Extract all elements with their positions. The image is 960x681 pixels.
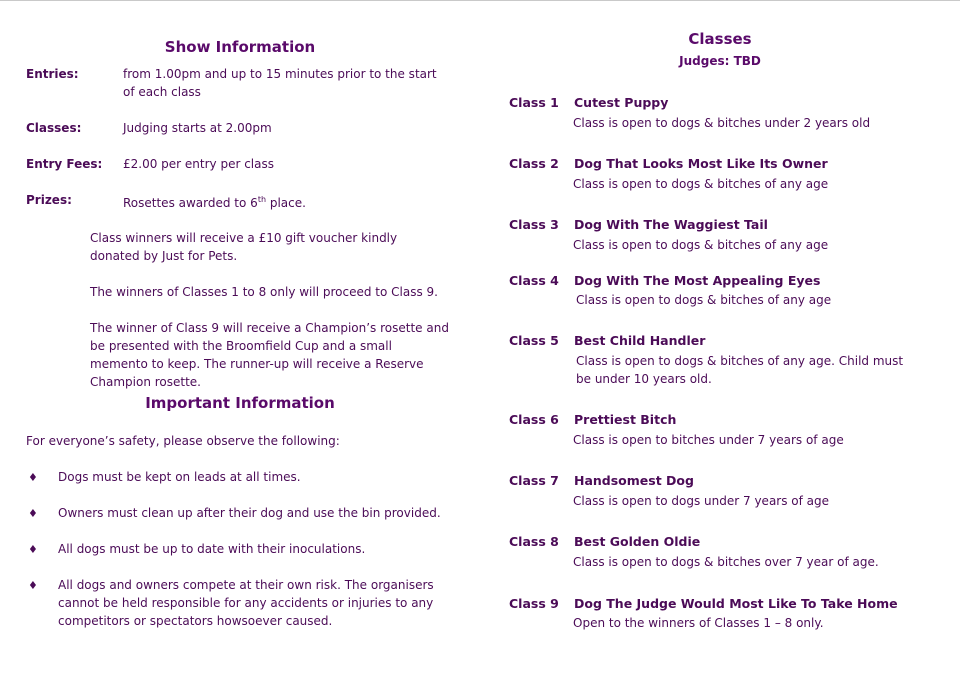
class-3-description: Class is open to dogs & bitches of any age (573, 238, 829, 252)
class9-proceed-paragraph: The winners of Classes 1 to 8 only will proceed to Class 9. (90, 285, 438, 299)
class-8-number: Class 8 (509, 534, 559, 549)
rule-inoculations: All dogs must be up to date with their inoculations. (58, 542, 366, 556)
class-5-number: Class 5 (509, 333, 559, 348)
important-information-heading: Important Information (145, 394, 335, 412)
prizes-value-superscript: th (257, 195, 267, 204)
classes-label: Classes: (26, 121, 82, 135)
right-column (480, 0, 960, 681)
class-5-title: Best Child Handler (574, 333, 706, 348)
prizes-value-suffix: place. (266, 196, 306, 210)
class-1-number: Class 1 (509, 95, 559, 110)
champion-paragraph: The winner of Class 9 will receive a Champion’s rosette and be presented with the Broomfield Cup and a small memento to keep. The runner-up will receive a Reserve Champion rosette. (90, 321, 449, 389)
class-7-title: Handsomest Dog (574, 473, 694, 488)
class-4-title: Dog With The Most Appealing Eyes (574, 273, 821, 288)
diamond-bullet-icon: ♦ (28, 579, 38, 592)
rule-leads: Dogs must be kept on leads at all times. (58, 470, 301, 484)
diamond-bullet-icon: ♦ (28, 543, 38, 556)
prizes-label: Prizes: (26, 193, 72, 207)
class-7-number: Class 7 (509, 473, 559, 488)
class-9-number: Class 9 (509, 596, 559, 611)
class-5-description: Class is open to dogs & bitches of any age. Child must be under 10 years old. (576, 354, 904, 386)
entries-value: from 1.00pm and up to 15 minutes prior to the start of each class (123, 67, 437, 99)
class-6-title: Prettiest Bitch (574, 412, 677, 427)
class-7-description: Class is open to dogs under 7 years of age (573, 494, 830, 508)
class-8-title: Best Golden Oldie (574, 534, 701, 549)
prizes-value-text: Rosettes awarded to 6 (123, 196, 258, 210)
show-information-heading: Show Information (164, 38, 316, 56)
classes-value: Judging starts at 2.00pm (123, 121, 272, 135)
diamond-bullet-icon: ♦ (28, 471, 38, 484)
class-4-number: Class 4 (509, 273, 559, 288)
entry-fees-value: £2.00 per entry per class (123, 157, 274, 171)
class-2-description: Class is open to dogs & bitches of any age (573, 177, 829, 191)
prizes-value (123, 191, 443, 212)
class-2-number: Class 2 (509, 156, 559, 171)
gift-voucher-paragraph: Class winners will receive a £10 gift voucher kindly donated by Just for Pets. (90, 231, 398, 263)
class-4-description: Class is open to dogs & bitches of any age (576, 293, 832, 307)
class-9-description: Open to the winners of Classes 1 – 8 only. (573, 616, 824, 630)
class-1-description: Class is open to dogs & bitches under 2 years old (573, 116, 871, 130)
class-2-title: Dog That Looks Most Like Its Owner (574, 156, 828, 171)
class-3-title: Dog With The Waggiest Tail (574, 217, 768, 232)
class-8-description: Class is open to dogs & bitches over 7 year of age. (573, 555, 879, 569)
entries-label: Entries: (26, 67, 79, 81)
classes-heading: Classes (688, 30, 752, 48)
safety-intro: For everyone’s safety, please observe the following: (26, 434, 340, 448)
class-6-number: Class 6 (509, 412, 559, 427)
judges-line: Judges: TBD (679, 54, 761, 68)
class-6-description: Class is open to bitches under 7 years of age (573, 433, 844, 447)
rule-clean-up: Owners must clean up after their dog and use the bin provided. (58, 506, 441, 520)
rule-own-risk: All dogs and owners compete at their own risk. The organisers cannot be held responsible for any accidents or injuries to any competitors or spectators howsoever caused. (58, 578, 434, 628)
diamond-bullet-icon: ♦ (28, 507, 38, 520)
class-9-title: Dog The Judge Would Most Like To Take Home (574, 596, 898, 611)
class-1-title: Cutest Puppy (574, 95, 669, 110)
class-3-number: Class 3 (509, 217, 559, 232)
entry-fees-label: Entry Fees: (26, 157, 103, 171)
